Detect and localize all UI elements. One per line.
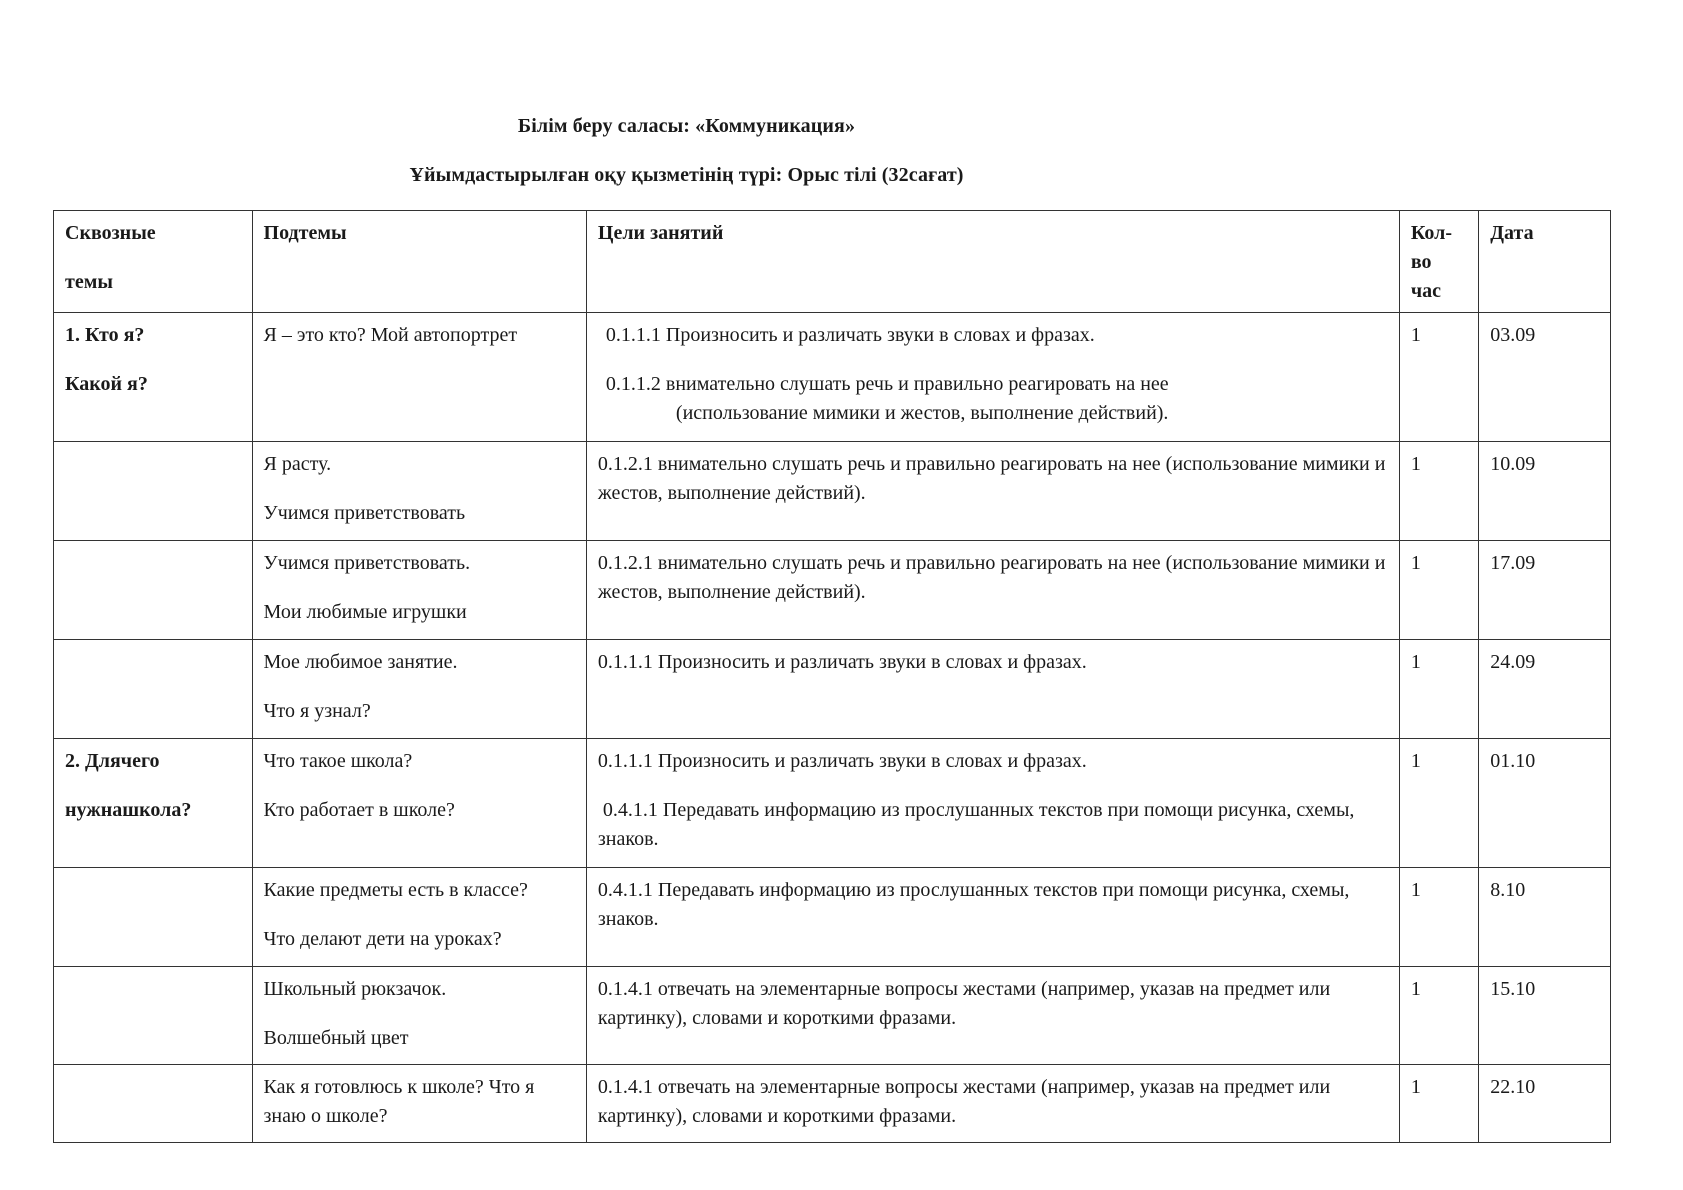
subtopic: Кто работает в школе?	[263, 799, 455, 821]
cell-date: 17.09	[1479, 541, 1611, 640]
cell-date: 24.09	[1479, 640, 1611, 739]
subtopic: Волшебный цвет	[263, 1027, 409, 1049]
theme-line: Какой я?	[65, 373, 148, 395]
cell-goals	[586, 640, 1399, 739]
header-hours-line2: час	[1410, 280, 1442, 302]
table-row	[54, 442, 1611, 541]
cell-date: 10.09	[1479, 442, 1611, 541]
table-row	[54, 967, 1611, 1065]
subtopic: Школьный рюкзачок.	[263, 978, 447, 1000]
cell-theme	[54, 868, 253, 967]
cell-subtopics	[252, 1065, 586, 1143]
subtopic: Какие предметы есть в классе?	[263, 879, 528, 901]
cell-subtopics	[252, 739, 586, 868]
goal: 0.1.1.1 Произносить и различать звуки в словах и фразах.	[605, 324, 1095, 346]
subtopic: Что такое школа?	[263, 750, 413, 772]
table-row	[54, 541, 1611, 640]
table-row	[54, 1065, 1611, 1143]
cell-goals	[586, 967, 1399, 1065]
cell-goals	[586, 1065, 1399, 1143]
subtopic: Как я готовлюсь к школе? Что я знаю о школе?	[263, 1076, 535, 1127]
cell-goals	[586, 541, 1399, 640]
table-header-row	[54, 211, 1611, 313]
table-row	[54, 868, 1611, 967]
cell-theme	[54, 640, 253, 739]
cell-date: 03.09	[1479, 313, 1611, 442]
curriculum-table	[53, 210, 1611, 1143]
table-row	[54, 313, 1611, 442]
goal: 0.1.1.1 Произносить и различать звуки в словах и фразах.	[597, 750, 1087, 772]
subtopic: Я – это кто? Мой автопортрет	[263, 324, 518, 346]
cell-subtopics	[252, 442, 586, 541]
header-date: Дата	[1479, 211, 1611, 313]
cell-theme	[54, 967, 253, 1065]
document-subtitle-activity-type: Ұйымдастырылған оқу қызметінің түрі: Орыс тілі (32сағат)	[409, 164, 964, 186]
cell-subtopics	[252, 967, 586, 1065]
cell-theme	[54, 313, 253, 442]
subtopic: Я расту.	[263, 453, 332, 475]
cell-theme	[54, 739, 253, 868]
theme-line: 2. Длячего	[65, 750, 160, 772]
cell-goals	[586, 739, 1399, 868]
cell-goals	[586, 313, 1399, 442]
cell-hours: 1	[1399, 1065, 1478, 1143]
cell-hours: 1	[1399, 442, 1478, 541]
cell-hours: 1	[1399, 739, 1478, 868]
cell-theme	[54, 442, 253, 541]
goal: 0.1.4.1 отвечать на элементарные вопросы жестами (например, указав на предмет или картинку), словами и короткими фразами.	[597, 1076, 1331, 1127]
header-subthemes: Подтемы	[252, 211, 586, 313]
subtopic: Мое любимое занятие.	[263, 651, 458, 673]
document-title-area: Білім беру саласы: «Коммуникация»	[517, 115, 856, 137]
header-hours-line1: Кол-во	[1410, 222, 1452, 273]
cell-goals	[586, 442, 1399, 541]
header-cross-themes-line2: темы	[65, 271, 113, 293]
header-hours	[1399, 211, 1478, 313]
cell-theme	[54, 1065, 253, 1143]
subtopic: Учимся приветствовать	[263, 502, 466, 524]
goal: 0.1.1.2 внимательно слушать речь и правильно реагировать на нее	[605, 373, 1169, 395]
header-cross-themes-line1: Сквозные	[65, 222, 156, 244]
header-goals: Цели занятий	[586, 211, 1399, 313]
cell-hours: 1	[1399, 541, 1478, 640]
cell-subtopics	[252, 868, 586, 967]
cell-subtopics	[252, 541, 586, 640]
goal: 0.1.4.1 отвечать на элементарные вопросы жестами (например, указав на предмет или картинку), словами и короткими фразами.	[597, 978, 1331, 1029]
goal: 0.1.2.1 внимательно слушать речь и правильно реагировать на нее (использование мимики и жестов, выполнение действий).	[597, 453, 1386, 504]
cell-hours: 1	[1399, 868, 1478, 967]
cell-date: 15.10	[1479, 967, 1611, 1065]
theme-line: 1. Кто я?	[65, 324, 145, 346]
cell-theme	[54, 541, 253, 640]
cell-goals	[586, 868, 1399, 967]
goal-continuation: (использование мимики и жестов, выполнение действий).	[675, 402, 1169, 424]
table-row	[54, 640, 1611, 739]
goal: 0.4.1.1 Передавать информацию из прослушанных текстов при помощи рисунка, схемы, знаков.	[597, 799, 1360, 850]
subtopic: Что я узнал?	[263, 700, 371, 722]
subtopic: Что делают дети на уроках?	[263, 928, 502, 950]
goal: 0.4.1.1 Передавать информацию из прослушанных текстов при помощи рисунка, схемы, знаков.	[597, 879, 1350, 930]
cell-date: 22.10	[1479, 1065, 1611, 1143]
cell-subtopics	[252, 313, 586, 442]
cell-hours: 1	[1399, 640, 1478, 739]
cell-date: 01.10	[1479, 739, 1611, 868]
subtopic: Учимся приветствовать.	[263, 552, 471, 574]
cell-subtopics	[252, 640, 586, 739]
table-row	[54, 739, 1611, 868]
cell-date: 8.10	[1479, 868, 1611, 967]
cell-hours: 1	[1399, 313, 1478, 442]
subtopic: Мои любимые игрушки	[263, 601, 467, 623]
header-cross-themes	[54, 211, 253, 313]
cell-hours: 1	[1399, 967, 1478, 1065]
theme-line: нужнашкола?	[65, 799, 192, 821]
goal: 0.1.2.1 внимательно слушать речь и правильно реагировать на нее (использование мимики и жестов, выполнение действий).	[597, 552, 1386, 603]
goal: 0.1.1.1 Произносить и различать звуки в словах и фразах.	[597, 651, 1087, 673]
